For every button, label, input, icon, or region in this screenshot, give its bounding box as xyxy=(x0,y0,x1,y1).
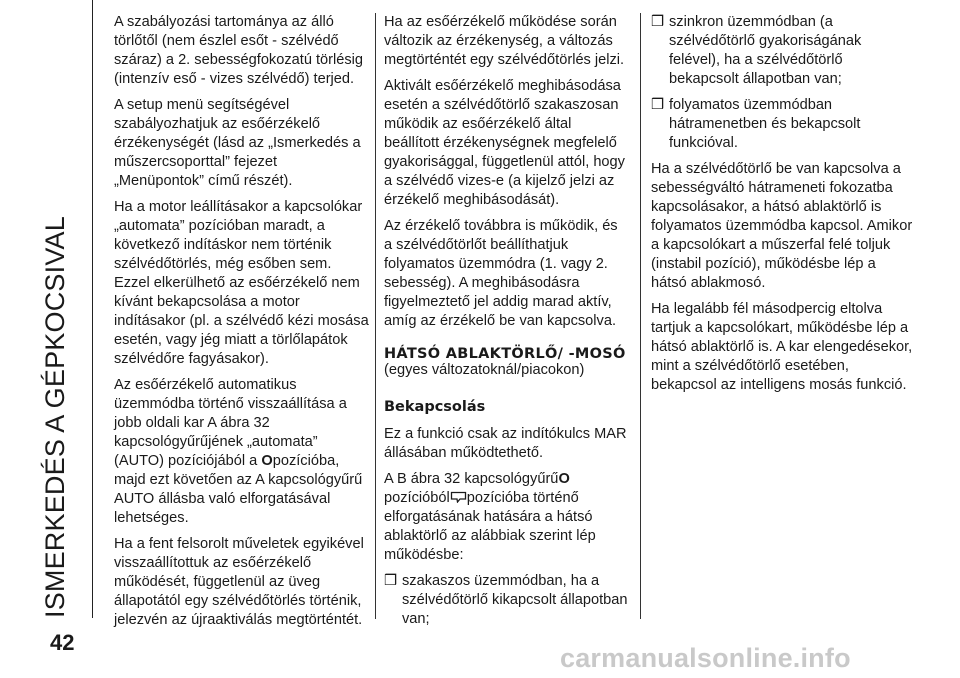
paragraph: Ha a fent felsorolt műveletek egyikével visszaállítottuk az esőérzékelő működését, függetlenül az üveg állapotától egy szélvédőtörlés történik, jelezvén az újraaktiválás megtörténtét. xyxy=(114,536,364,628)
paragraph: Az érzékelő továbbra is működik, és a szélvédőtörlőt beállíthatjuk folyamatos üzemmódra (1. vagy 2. sebesség). A meghibásodásra figyelmeztető jel addig marad aktív, amíg az érzékelő be van kapcsolva. xyxy=(384,218,618,329)
column-1 xyxy=(114,13,370,637)
paragraph: Aktivált esőérzékelő meghibásodása esetén a szélvédőtörlő szakaszosan működik az esőérzékelő által beállított érzékenységnek megfelelő gyakorisággal, függetlenül attól, hogy a szélvédő vizes-e (a kijelző jelzi az érzékelő meghibásodását). xyxy=(384,78,625,208)
paragraph: Ha az esőérzékelő működése során változik az érzékenység, a változás megtörténtét egy szélvédőtörlés jelzi. xyxy=(384,14,625,68)
paragraph-text: pozícióba történő elforgatásának hatására a hátsó ablaktörlő az alábbiak szerint lép működésbe: xyxy=(384,490,596,563)
list-item xyxy=(651,13,915,89)
paragraph: Ha legalább fél másodpercig eltolva tartjuk a kapcsolókart, működésbe lép a hátsó ablaktörlő is. A kar elengedésekor, mint a szélvédőtörlő esetében, bekapcsol az intelligens mosás funkció. xyxy=(651,301,913,393)
paragraph-text: Az esőérzékelő automatikus üzemmódba történő visszaállítása a jobb oldali kar A ábra 32 kapcsológyűrűjének „automata” (AUTO) pozíciójából a xyxy=(114,377,347,469)
list-item xyxy=(384,572,629,629)
column-divider xyxy=(640,13,641,619)
list-item xyxy=(651,96,915,153)
paragraph-text: pozícióból xyxy=(384,490,450,506)
watermark: carmanualsonline.info xyxy=(560,643,851,673)
paragraph: A setup menü segítségével szabályozhatjuk az esőérzékelő érzékenységét (lásd az „Ismerkedés a műszercsoporttal” fejezet „Menüpontok” című részét). xyxy=(114,97,361,189)
section-subtitle: (egyes változatoknál/piacokon) xyxy=(384,362,585,378)
bullet-box-icon: ❒ xyxy=(651,14,665,30)
chapter-title: ISMERKEDÉS A GÉPKOCSIVAL xyxy=(40,216,70,618)
off-position-symbol: O xyxy=(558,471,570,487)
column-2 xyxy=(384,13,629,636)
paragraph: Ha a motor leállításakor a kapcsolókar „automata” pozícióban maradt, a következő indításkor nem történik szélvédőtörlés, még esőben sem. Ezzel elkerülhető az esőérzékelő nem kívánt bekapcsolása a motor indításakor (pl. a szélvédő kézi mosása esetén, vagy jég miatt a törlőlapátok szélvédőre fagyásakor). xyxy=(114,199,369,367)
bullet-box-icon: ❒ xyxy=(651,97,665,113)
subsection-heading: Bekapcsolás xyxy=(384,399,486,415)
list-item-text: szakaszos üzemmódban, ha a szélvédőtörlő kikapcsolt állapotban van; xyxy=(402,573,628,627)
side-divider xyxy=(92,0,93,618)
list-item-text: szinkron üzemmódban (a szélvédőtörlő gyakoriságának felével), ha a szélvédőtörlő bekapcsolt állapotban van; xyxy=(669,14,862,87)
off-position-symbol: O xyxy=(261,453,273,469)
paragraph: Ez a funkció csak az indítókulcs MAR állásában működtethető. xyxy=(384,426,627,461)
paragraph-text: A B ábra 32 kapcsológyűrű xyxy=(384,471,559,487)
page-number: 42 xyxy=(50,630,75,655)
list-item-text: folyamatos üzemmódban hátramenetben és bekapcsolt funkcióval. xyxy=(669,97,861,151)
column-divider xyxy=(375,13,376,619)
section-heading: HÁTSÓ ABLAKTÖRLŐ/ -MOSÓ xyxy=(384,346,626,362)
paragraph: A szabályozási tartománya az álló törlőtől (nem észlel esőt - szélvédő száraz) a 2. sebességfokozatú törlésig (intenzív eső - vizes szélvédő) terjed. xyxy=(114,14,364,87)
column-3 xyxy=(651,13,915,402)
paragraph xyxy=(384,470,629,565)
paragraph: Ha a szélvédőtörlő be van kapcsolva a sebességváltó hátrameneti fokozatba kapcsolásakor, a hátsó ablaktörlő is folyamatos üzemmódba kapcsol. Amikor a kapcsolókart a műszerfal felé toljuk (instabil pozíció), működésbe lép a hátsó ablakmosó. xyxy=(651,161,913,291)
rear-wiper-icon xyxy=(450,490,467,506)
paragraph xyxy=(114,376,370,528)
paragraph-text: pozícióba, majd ezt követően az A kapcsológyűrű AUTO állásba való elforgatásával lehetséges. xyxy=(114,453,363,526)
bullet-box-icon: ❒ xyxy=(384,573,398,589)
